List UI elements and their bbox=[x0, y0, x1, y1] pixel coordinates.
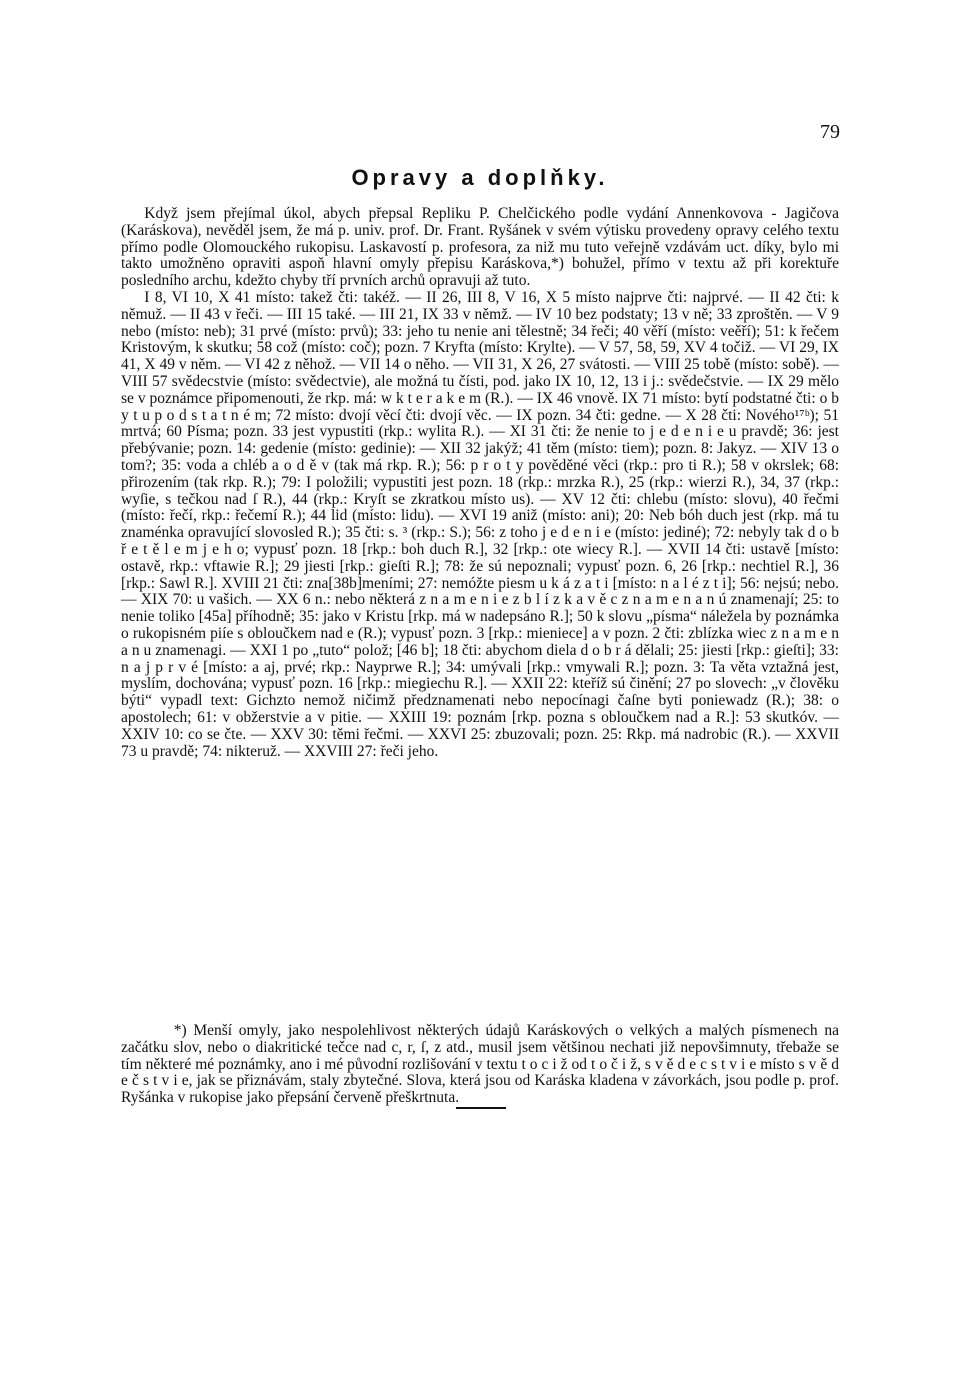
footnote: *) Menší omyly, jako nespolehlivost některých údajů Karáskových o velkých a malých písmenech na začátku slov, nebo o diakritické tečce nad c, r, ſ, z atd., musil jsem většinou nechati již nepovšimnuty, třebaže se tím některé mé poznámky, ano i mé původní rozlišování v textu t o c i ž od t o č i ž, s v ě d e c s t v i e místo s v ě d e č s t v i e, jak se přiznávám, staly zbytečné. Slova, která jsou od Karáska kladena v závorkách, jsou podle p. prof. Ryšánka v rukopise jako přepsání červeně přeškrtnuta. bbox=[121, 1022, 839, 1107]
page-number: 79 bbox=[820, 121, 840, 143]
main-text bbox=[121, 206, 839, 760]
end-rule-divider bbox=[456, 1107, 506, 1109]
paragraph-corrections: I 8, VI 10, X 41 místo: takež čti: takéž. — II 26, III 8, V 16, X 5 místo najprve čti: najprvé. — II 42 čti: k němuž. — II 43 v řeči. — III 15 také. — III 21, IX 33 v němž. — IV 10 bez podstaty; 13 v ně; 33 zproštěn. — V 9 nebo (místo: neb); 31 prvé (místo: prvů); 33: jeho tu nenie ani tělestně; 34 řeči; 40 věří (místo: veěří); 51: k řečem Kristovým, k skutku; 58 což (místo: coč); pozn. 7 Kryfta (místo: Krylte). — V 57, 58, 59, XV 4 točiž. — VI 29, IX 41, X 49 v něm. — VI 42 z něhož. — VII 14 o něho. — VII 31, X 26, 27 svátosti. — VIII 25 tobě (místo: sobě). — VIII 57 svědecstvie (místo: svědectvie), ale možná tu čísti, pod. jako IX 10, 12, 13 i j.: svědečstvie. — IX 29 mělo se v poznámce připomenouti, že rkp. má: w k t e r a k e m (R.). — IX 46 vnově. IX 71 místo: bytí podstatné čti: o b y t u p o d s t a t n é m; 72 místo: dvojí věcí čti: dvojí věc. — IX pozn. 34 čti: gedne. — X 28 čti: Nového¹⁷ᵇ); 51 mrtvá; 60 Písma; pozn. 33 jest vypustiti (rkp.: wylita R.). — XI 31 čti: že nenie to j e d e n i e u pravdě; 36: jest přebývanie; pozn. 14: gedenie (místo: gedinie): — XII 32 jakýž; 41 těm (místo: tiem); pozn. 8: Jakyz. — XIV 13 o tom?; 35: voda a chléb a o d ě v (tak má rkp. R.); 56: p r o t y pověděné věci (rkp.: pro ti R.); 58 v okrslek; 68: přirozením (tak rkp. R.); 79: I položili; vypustiti jest pozn. 18 (rkp.: mrzka R.), 25 (rkp.: wierzi R.), 34, 37 (rkp.: wyſie, s tečkou nad ſ R.), 44 (rkp.: Kryſt se zkratkou místo us). — XV 12 čti: chlebu (místo: slovu), 40 řečmi (místo: řečí, rkp.: řečemí R.); 44 lid (místo: lidu). — XVI 19 aniž (místo: ani); 20: Neb bóh duch jest (rkp. má tu znaménka opravující slovosled R.); 35 čti: s. ³ (rkp.: S.); 56: z toho j e d e n i e (místo: jediné); 72: nebyly tak d o b ř e t ě l e m j e h o; vypusť pozn. 18 [rkp.: boh duch R.], 32 [rkp.: ote wiecy R.]. — XVII 14 čti: ustavě [místo: ostavě, rkp.: vftawie R.]; 29 jiesti [rkp.: gieſti R.]; 78: že sú nepoznali; vypusť pozn. 6, 26 [rkp.: nechtiel R.], 36 [rkp.: Sawl R.]. XVIII 21 čti: zna[38b]meními; 27: nemóžte piesm u k á z a t i [místo: n a l é z t i]; 56: nejsú; nebo. — XIX 70: u vašich. — XX 6 n.: nebo některá z n a m e n i e z b l í z k a v ě c z n a m e n a n ú znamenají; 25: to nenie toliko [45a] příhodně; 35: jako v Kristu [rkp. má w nadepsáno R.]; 50 k slovu „písma“ náležela by poznámka o rukopisném piíe s obloučkem nad e (R.); vypusť pozn. 3 [rkp.: mieniece] a v pozn. 2 čti: zblízka wiec z n a m e n a n u znamenagi. — XXI 1 po „tuto“ polož; [46 b]; 18 čti: abychom diela d o b r á dělali; 25: jiesti [rkp.: gieſti]; 33: n a j p r v é [místo: a aj, prvé; rkp.: Nayprwe R.]; 34: umývali [rkp.: vmywali R.]; pozn. 3: Ta věta vztažná jest, myslím, dochována; vypusť pozn. 16 [rkp.: miegiechu R.]. — XXII 22: kteříž sú činění; 27 po slovech: „v člověku býti“ vypadl text: Gichzto nemož ničimž předznamenati nebo nepocínagi čaſne byti poniewadz (R.); 38: o apostolech; 61: v obžerstvie a v pitie. — XXIII 19: poznám [rkp. pozna s obloučkem nad a R.]: 53 skutkóv. — XXIV 10: co se čte. — XXV 30: těmi řečmi. — XXVI 25: zbuzovali; pozn. 25: Rkp. má nadrobic (R.). — XXVII 73 u pravdě; 74: nikteruž. — XXVIII 27: řeči jeho. bbox=[121, 288, 839, 760]
page-title: Opravy a doplňky. bbox=[351, 165, 609, 190]
paragraph-intro: Když jsem přejímal úkol, abych přepsal Repliku P. Chelčického podle vydání Annenkovova - Jagičova (Karáskova), nevěděl jsem, že má p. univ. prof. Dr. Frant. Ryšánek v svém výtisku provedeny opravy celého textu přímo podle Olomouckého rukopisu. Laskavostí p. profesora, za niž mu tuto veřejně vzdávám uct. díky, bylo mi takto umožněno opraviti aspoň hlavní omyly přepisu Karáskova,*) bohužel, přímo v textu až při korektuře posledního archu, kdežto chyby tří prvních archů opravuji až tuto. bbox=[121, 205, 839, 290]
